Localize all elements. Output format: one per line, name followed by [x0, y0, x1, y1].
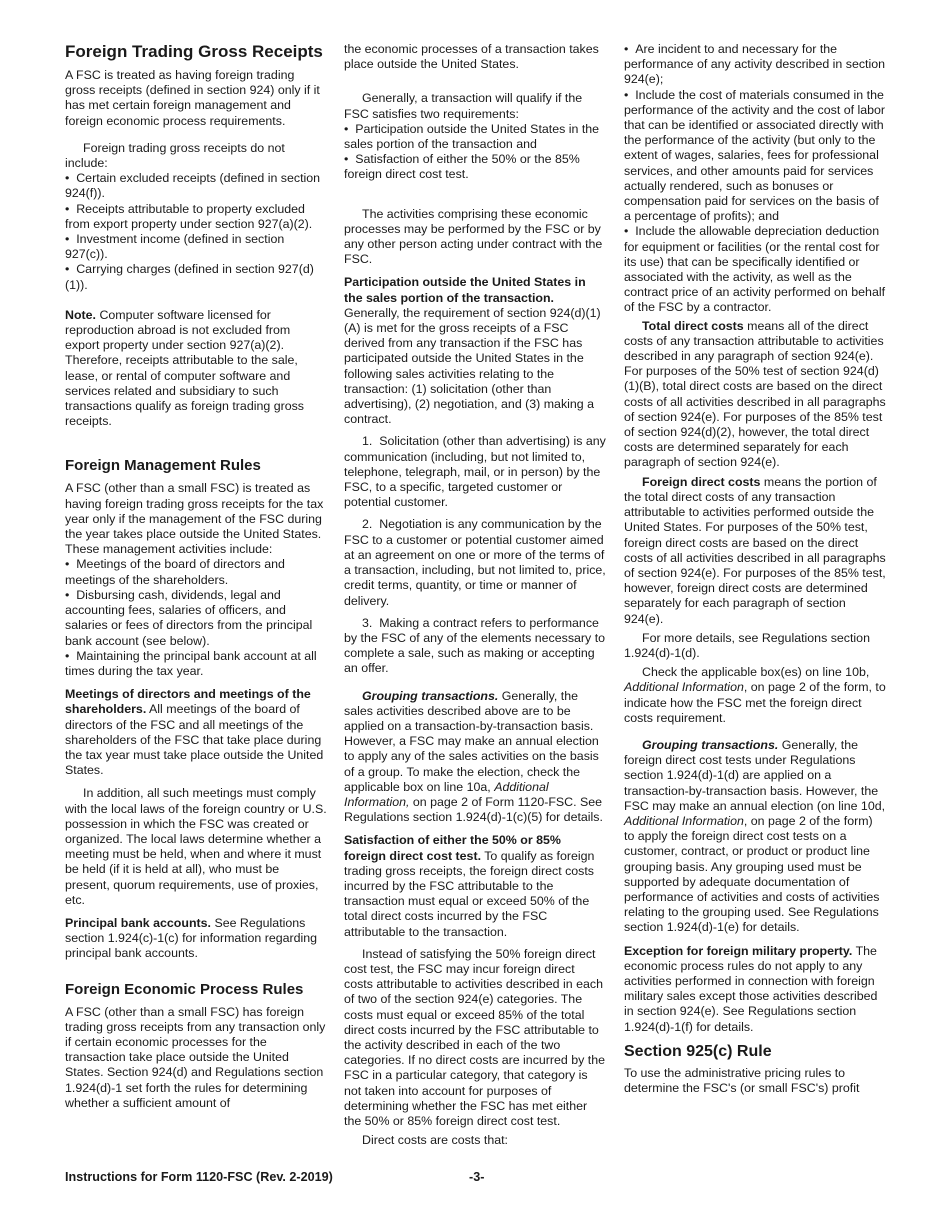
footer-form-title: Instructions for Form 1120-FSC (Rev. 2-2019) — [65, 1170, 333, 1184]
italic-text: Additional Information, — [344, 779, 549, 809]
run-in-heading: Meetings of directors and meetings of the shareholders. — [65, 687, 311, 717]
column-right — [624, 42, 886, 1100]
run-in-heading: Participation outside the United States in the sales portion of the transaction. — [344, 275, 586, 305]
bullet-item: • Maintaining the principal bank account at all times during the tax year. — [65, 649, 327, 679]
paragraph — [344, 275, 606, 427]
bullet-item: • Certain excluded receipts (defined in section 924(f)). — [65, 171, 327, 201]
paragraph-text: means all of the direct costs of any transaction attributable to activities described in any paragraph of section 924(e). For purposes of the 50% test of section 924(d)(1)(B), total direct costs are based on the direct costs of all activities described in all paragraphs of section 924(e). For purposes of the 85% test of section 924(d)(2), however, the total direct costs are determined separately for each paragraph of section 924(e). — [624, 318, 886, 470]
page-footer — [65, 1170, 885, 1184]
column-left — [65, 42, 327, 1115]
paragraph: A FSC (other than a small FSC) has foreign trading gross receipts from any transaction only if certain economic processes for the transaction take place outside the United States. Section 924(d) and Regulations section 1.924(d)-1 set forth the rules for determining whether a sufficient amount of — [65, 1004, 326, 1110]
bullet-item: • Disbursing cash, dividends, legal and accounting fees, salaries of officers, and salaries or fees of directors from the principal bank account (see below). — [65, 588, 327, 649]
paragraph — [344, 833, 606, 939]
heading-foreign-economic-process-rules: Foreign Economic Process Rules — [65, 980, 304, 998]
paragraph: Instead of satisfying the 50% foreign direct cost test, the FSC may incur foreign direct costs attributable to activities described in each of two of the section 924(e) categories. The costs must equal or exceed 85% of the total direct costs incurred by the FSC attributable to the activity described in each of the two categories. If no direct costs are incurred by the FSC in a particular category, that category is not taken into account for purposes of determining whether the FSC has met either the 50% or 85% foreign direct cost test. — [344, 946, 606, 1128]
paragraph: To use the administrative pricing rules to determine the FSC's (or small FSC's) profit — [624, 1065, 860, 1095]
heading-section-925c-rule: Section 925(c) Rule — [624, 1042, 772, 1060]
run-in-heading: Grouping transactions. — [642, 737, 779, 752]
numbered-item: 3. Making a contract refers to performance by the FSC of any of the elements necessary to complete a sale, such as making or accepting an offer. — [344, 615, 606, 676]
bullet-item: • Include the allowable depreciation deduction for equipment or facilities (or the rental cost for its use) that can be specifically identified or associated with the activity, as well as the contract price of an activity performed on behalf of the FSC by a contractor. — [624, 224, 886, 315]
paragraph-text: See Regulations section 1.924(c)-1(c) for information regarding principal bank accounts. — [65, 915, 318, 961]
paragraph — [624, 665, 886, 726]
paragraph: For more details, see Regulations section 1.924(d)-1(d). — [624, 630, 870, 660]
bullet-item: • Meetings of the board of directors and meetings of the shareholders. — [65, 557, 327, 587]
note-label: Note. — [65, 307, 96, 322]
paragraph — [65, 687, 327, 778]
heading-foreign-management-rules: Foreign Management Rules — [65, 457, 261, 475]
paragraph — [65, 916, 327, 962]
paragraph-text: means the portion of the total direct costs of any transaction attributable to activities performed outside the United States. For purposes of the 50% test, foreign direct costs are based on the direct costs of all activities described in all paragraphs of section 924(e). For purposes of the 85% test, however, foreign direct costs are determined separately for each paragraph of section 924(e). — [624, 474, 886, 626]
bullet-item: • Receipts attributable to property excluded from export property under section 927(a)(2). — [65, 202, 327, 232]
italic-text: Additional Information — [624, 680, 744, 695]
paragraph — [624, 944, 886, 1035]
numbered-item: 1. Solicitation (other than advertising) is any communication (including, but not limited to, telephone, telegraph, mail, or in person) by the FSC, to a specific, targeted customer or potential customer. — [344, 434, 606, 510]
paragraph: Foreign trading gross receipts do not include: — [65, 140, 285, 171]
run-in-heading: Satisfaction of either the 50% or 85% foreign direct cost test. — [344, 833, 561, 863]
paragraph-text: Generally, the sales activities described above are to be applied on a transaction-by-transaction basis. However, a FSC may make an annual election to apply any of the sales activities on the basis of a group. To make the election, check the applicable box on line 10a, — [344, 688, 599, 794]
column-middle — [344, 42, 606, 1152]
bullet-item: • Include the cost of materials consumed in the performance of the activity and the cost of labor that can be identified or associated directly with the performance of the activity (but only to the extent of wages, salaries, fees for professional services, and other amounts paid for services actually rendered, such as bonuses or compensation paid for services on the basis of a percentage of profits); and — [624, 88, 886, 225]
bullet-item: • Satisfaction of either the 50% or the 85% foreign direct cost test. — [344, 152, 606, 182]
numbered-item: 2. Negotiation is any communication by the FSC to a customer or potential customer aimed at an agreement on one or more of the terms of a transaction, including, but not limited to, price, credit terms, quantity, or time or manner of delivery. — [344, 517, 606, 608]
paragraph-text: All meetings of the board of directors of the FSC and all meetings of the shareholders of the FSC that take place during the tax year must take place outside the United States. — [65, 702, 324, 778]
paragraph-text: on page 2 of Form 1120-FSC. See Regulations section 1.924(d)-1(c)(5) for details. — [344, 794, 603, 825]
run-in-heading: Total direct costs — [642, 318, 744, 333]
paragraph-text: Check the applicable box(es) on line 10b, — [642, 665, 870, 680]
paragraph-text: Generally, the requirement of section 924(d)(1)(A) is met for the gross receipts of a FSC derived from any transaction if the FSC has participated outside the United States in the following sales activities relating to the transaction: (1) solicitation (other than advertising), (2) negotiation, and (3) making a contract. — [344, 305, 601, 427]
italic-text: Additional Information — [624, 813, 744, 828]
run-in-heading: Principal bank accounts. — [65, 915, 211, 930]
note-paragraph — [65, 308, 327, 430]
paragraph-text: To qualify as foreign trading gross receipts, the foreign direct costs incurred by the FSC attributable to the transaction must equal or exceed 50% of the total direct costs incurred by the FSC attributable to the transaction. — [344, 848, 595, 939]
run-in-heading: Foreign direct costs — [642, 474, 761, 489]
paragraph: Direct costs are costs that: — [362, 1133, 508, 1148]
paragraph: The activities comprising these economic processes may be performed by the FSC or by any other person acting under contract with the FSC. — [344, 206, 603, 267]
paragraph-text: Generally, the foreign direct cost tests under Regulations section 1.924(d)-1(d) are applied on a transaction-by-transaction basis. However, the FSC may make an annual election (on line 10d, — [624, 737, 886, 813]
paragraph — [624, 319, 886, 471]
paragraph: In addition, all such meetings must comply with the local laws of the foreign country or U.S. possession in which the FSC was created or organized. The local laws determine whether a meeting must be held, when and where it must be held (if it is held at all), who must be present, quorum requirements, use of proxies, etc. — [65, 786, 327, 907]
paragraph: A FSC (other than a small FSC) is treated as having foreign trading gross receipts for the tax year only if the management of the FSC during the year takes place outside the United States. These management activities include: — [65, 481, 324, 557]
heading-foreign-trading-gross-receipts: Foreign Trading Gross Receipts — [65, 42, 323, 61]
paragraph-text: , on page 2 of the form) to apply the foreign direct cost tests on a customer, contract, or product or product line grouping basis. Any grouping used must be supported by adequate documentation of performance of activities and costs of activities relating to the grouping used. See Regulations section 1.924(d)-1(e) for details. — [624, 813, 880, 935]
paragraph: the economic processes of a transaction takes place outside the United States. — [344, 42, 599, 72]
paragraph — [624, 738, 886, 936]
paragraph — [624, 475, 886, 627]
paragraph-text: The economic process rules do not apply to any activities performed in connection with foreign military sales except those activities described in section 924(e). See Regulations section 1.924(d)-1(f) for details. — [624, 943, 878, 1034]
bullet-item: • Are incident to and necessary for the performance of any activity described in section 924(e); — [624, 42, 886, 88]
run-in-heading: Exception for foreign military property. — [624, 943, 853, 958]
bullet-item: • Participation outside the United States in the sales portion of the transaction and — [344, 122, 606, 152]
page-number: -3- — [469, 1170, 485, 1184]
paragraph — [344, 689, 606, 826]
paragraph: Generally, a transaction will qualify if the FSC satisfies two requirements: — [344, 91, 583, 121]
note-text: Computer software licensed for reproduction abroad is not excluded from export property under section 927(a)(2). Therefore, receipts attributable to the sale, lease, or rental of computer software and services related and subsidiary to such transactions qualify as foreign trading gross receipts. — [65, 307, 304, 429]
bullet-item: • Investment income (defined in section 927(c)). — [65, 232, 327, 262]
bullet-item: • Carrying charges (defined in section 927(d)(1)). — [65, 262, 327, 292]
paragraph: A FSC is treated as having foreign trading gross receipts (defined in section 924) only if it has met certain foreign management and foreign economic process requirements. — [65, 68, 320, 128]
paragraph-text: , on page 2 of the form, to indicate how the FSC met the foreign direct costs requirement. — [624, 680, 886, 725]
run-in-heading: Grouping transactions. — [362, 688, 499, 703]
